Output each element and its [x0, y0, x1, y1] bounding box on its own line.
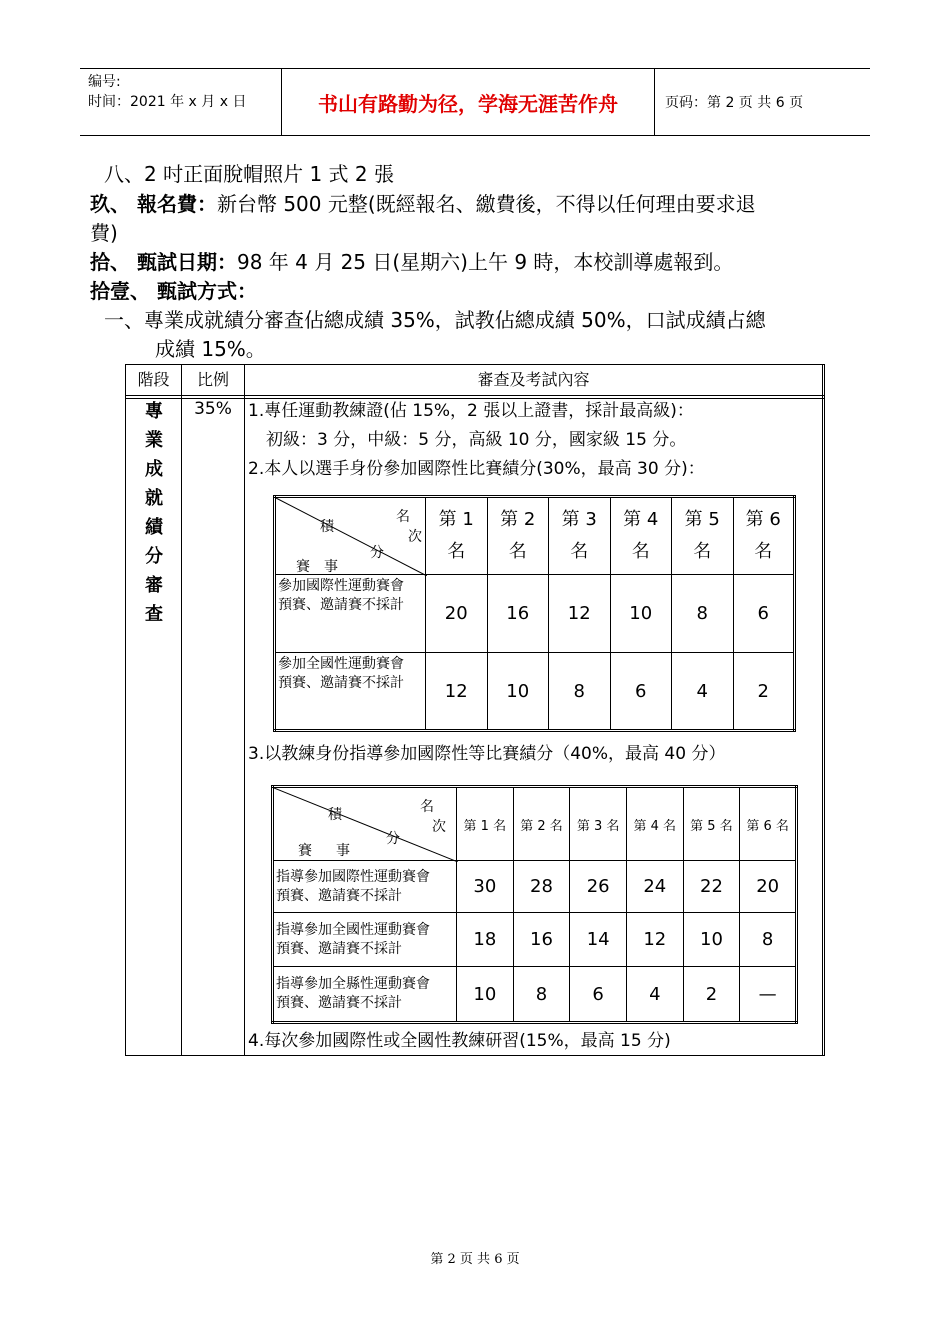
motto: 书山有路勤为径，学海无涯苦作舟 — [282, 69, 655, 135]
rank-header: 第 5 名 — [683, 787, 740, 861]
score-cell: — — [740, 967, 797, 1023]
score-cell: 6 — [570, 967, 627, 1023]
method-heading: 拾壹、 甄試方式： — [90, 279, 257, 303]
event-cell: 指導參加全縣性運動賽會 預賽、邀請賽不採計 — [273, 967, 457, 1023]
time-label: 时间：2021 年 x 月 x 日 — [88, 94, 247, 110]
rank-header: 第 2 名 — [513, 787, 570, 861]
header-content: 審查及考試內容 — [477, 370, 590, 389]
date-text: 98 年 4 月 25 日(星期六)上午 9 時，本校訓導處報到。 — [236, 250, 734, 274]
number-label: 编号: — [88, 74, 121, 90]
ratio-value: 35% — [194, 399, 232, 419]
score-cell: 28 — [513, 861, 570, 913]
item-1-detail: 初級：3 分，中級：5 分，高級 10 分，國家級 15 分。 — [266, 430, 687, 450]
item-4: 4.每次參加國際性或全國性教練研習(15%，最高 15 分) — [248, 1031, 671, 1051]
score-cell: 2 — [733, 653, 795, 731]
item-1: 1.專任運動教練證(佔 15%，2 張以上證書，採計最高級)： — [248, 401, 694, 421]
score-cell: 30 — [457, 861, 514, 913]
stage-label: 專 業 成 就 績 分 審 查 — [145, 401, 163, 625]
rank-header: 第 4 名 — [626, 787, 683, 861]
fee-text: 新台幣 500 元整(既經報名、繳費後，不得以任何理由要求退 — [216, 192, 756, 216]
score-cell: 22 — [683, 861, 740, 913]
score-cell: 6 — [733, 575, 795, 653]
coach-score-table — [271, 785, 798, 1024]
score-cell: 4 — [672, 653, 734, 731]
fee-cont: 費) — [90, 221, 118, 245]
table-row — [273, 967, 797, 1023]
header-stage: 階段 — [137, 370, 170, 389]
date-heading: 拾、 甄試日期： — [90, 250, 237, 274]
score-cell: 10 — [457, 967, 514, 1023]
score-cell: 8 — [740, 913, 797, 967]
score-cell: 12 — [426, 653, 488, 731]
score-cell: 12 — [626, 913, 683, 967]
event-cell: 指導參加全國性運動賽會 預賽、邀請賽不採計 — [273, 913, 457, 967]
method-1: 一、專業成就績分審查佔總成績 35%，試教佔總成績 50%，口試成績占總 — [104, 308, 766, 332]
score-cell: 8 — [549, 653, 611, 731]
item-2: 2.本人以選手身份參加國際性比賽績分(30%，最高 30 分)： — [248, 459, 705, 479]
score-cell: 24 — [626, 861, 683, 913]
score-cell: 14 — [570, 913, 627, 967]
rank-header: 第 5 名 — [672, 497, 734, 575]
table-row — [273, 861, 797, 913]
rank-header: 第 3 名 — [549, 497, 611, 575]
table-row — [275, 653, 795, 731]
table-row — [275, 575, 795, 653]
score-cell: 8 — [513, 967, 570, 1023]
page-label: 页码：第 2 页 共 6 页 — [665, 95, 804, 111]
diag-header: 名 次 積 分 賽 事 — [273, 787, 457, 861]
score-cell: 10 — [487, 653, 549, 731]
table-row — [273, 913, 797, 967]
header-ratio: 比例 — [196, 370, 229, 389]
diag-header: 名 次 積 分 賽 事 — [275, 497, 426, 575]
rank-header: 第 1 名 — [457, 787, 514, 861]
date-line — [90, 248, 733, 276]
method-1-cont: 成績 15%。 — [155, 337, 266, 361]
rank-header: 第 3 名 — [570, 787, 627, 861]
event-cell: 參加全國性運動賽會 預賽、邀請賽不採計 — [275, 653, 426, 731]
rank-header: 第 6 名 — [740, 787, 797, 861]
page-footer: 第 2 页 共 6 页 — [430, 1252, 520, 1267]
score-cell: 8 — [672, 575, 734, 653]
score-cell: 18 — [457, 913, 514, 967]
line-eight: 八、2 吋正面脫帽照片 1 式 2 張 — [104, 162, 394, 186]
score-cell: 16 — [513, 913, 570, 967]
rank-header: 第 6 名 — [733, 497, 795, 575]
page-header — [80, 68, 870, 136]
item-3: 3.以教練身份指導參加國際性等比賽績分（40%，最高 40 分） — [248, 744, 726, 764]
score-cell: 2 — [683, 967, 740, 1023]
fee-line — [90, 190, 756, 218]
score-cell: 12 — [549, 575, 611, 653]
score-cell: 20 — [740, 861, 797, 913]
score-cell: 10 — [610, 575, 672, 653]
score-cell: 26 — [570, 861, 627, 913]
rank-header: 第 4 名 — [610, 497, 672, 575]
event-cell: 參加國際性運動賽會 預賽、邀請賽不採計 — [275, 575, 426, 653]
score-cell: 4 — [626, 967, 683, 1023]
header-meta — [80, 69, 282, 135]
score-cell: 6 — [610, 653, 672, 731]
score-cell: 20 — [426, 575, 488, 653]
score-cell: 10 — [683, 913, 740, 967]
athlete-score-table — [273, 495, 796, 732]
fee-heading: 玖、 報名費： — [90, 192, 217, 216]
event-cell: 指導參加國際性運動賽會 預賽、邀請賽不採計 — [273, 861, 457, 913]
rank-header: 第 2 名 — [487, 497, 549, 575]
score-cell: 16 — [487, 575, 549, 653]
rank-header: 第 1 名 — [426, 497, 488, 575]
